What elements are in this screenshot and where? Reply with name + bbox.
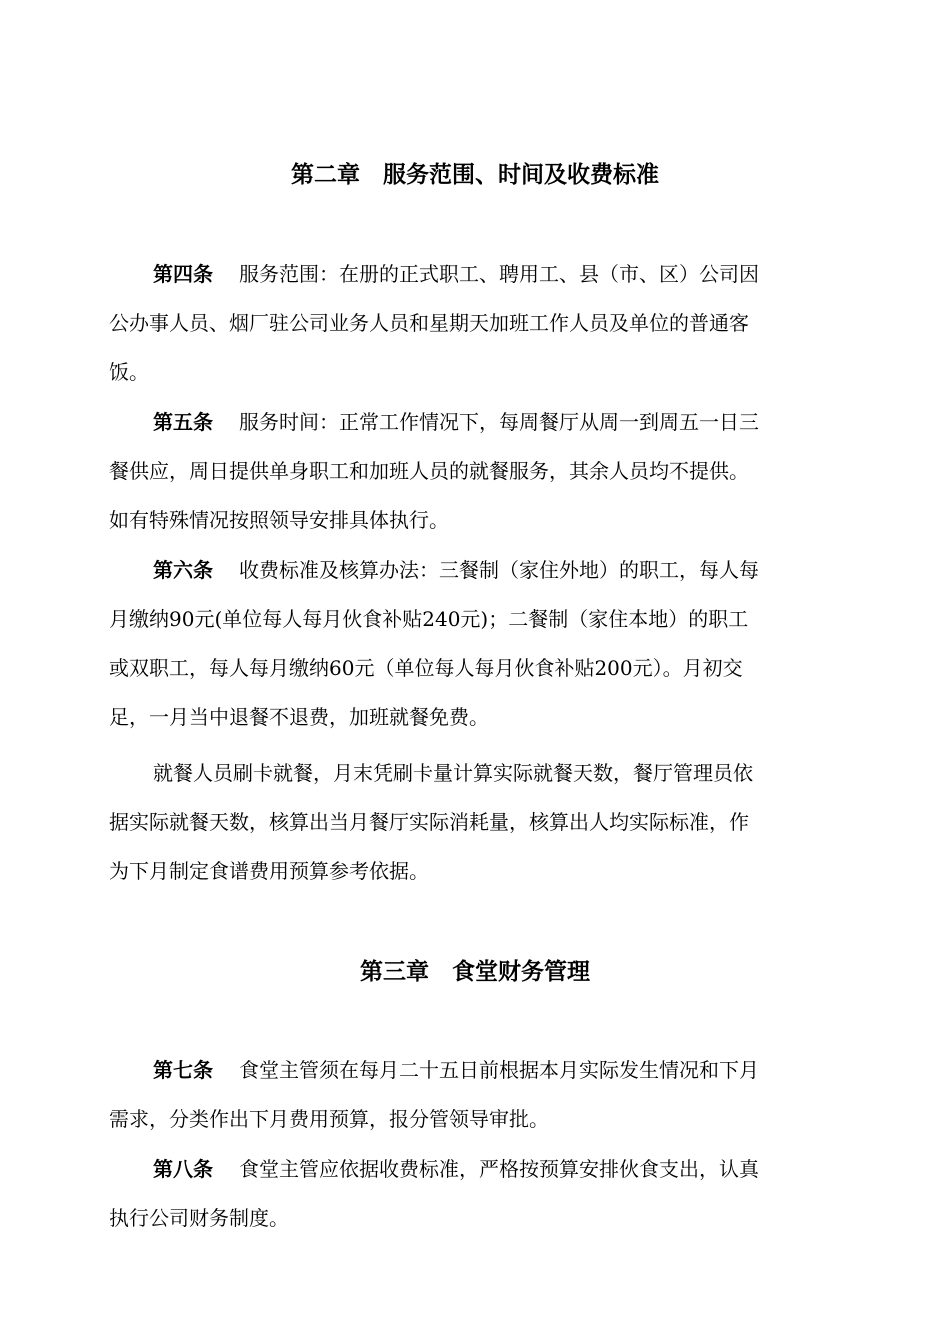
article-7-line-1: 第七条 食堂主管须在每月二十五日前根据本月实际发生情况和下月 bbox=[153, 1058, 759, 1082]
article-8 bbox=[109, 1145, 831, 1243]
chapter-3-title: 第三章 食堂财务管理 bbox=[360, 959, 590, 985]
article-4-line-3: 饭。 bbox=[109, 360, 149, 384]
article-4-line-2: 公办事人员、烟厂驻公司业务人员和星期天加班工作人员及单位的普通客 bbox=[109, 311, 749, 335]
article-8-line-1: 第八条 食堂主管应依据收费标准，严格按预算安排伙食支出，认真 bbox=[153, 1157, 759, 1181]
article-6-line-1: 第六条 收费标准及核算办法：三餐制（家住外地）的职工，每人每 bbox=[153, 558, 759, 582]
article-6-line-4: 足，一月当中退餐不退费，加班就餐免费。 bbox=[109, 705, 489, 729]
article-7 bbox=[109, 1046, 831, 1144]
article-5-line-3: 如有特殊情况按照领导安排具体执行。 bbox=[109, 508, 449, 532]
article-6-label: 第六条 bbox=[153, 558, 213, 582]
article-6-line-3: 或双职工，每人每月缴纳60元（单位每人每月伙食补贴200元）。月初交 bbox=[109, 656, 743, 680]
article-5-label: 第五条 bbox=[153, 410, 213, 434]
article-6-line-2: 月缴纳90元(单位每人每月伙食补贴240元)；二餐制（家住本地）的职工 bbox=[109, 607, 749, 631]
article-7-label: 第七条 bbox=[153, 1058, 213, 1082]
article-8-label: 第八条 bbox=[153, 1157, 213, 1181]
article-5 bbox=[109, 398, 831, 545]
article-4-label: 第四条 bbox=[153, 262, 213, 286]
article-7-line-2: 需求，分类作出下月费用预算，报分管领导审批。 bbox=[109, 1107, 549, 1131]
article-4 bbox=[109, 250, 831, 397]
chapter-2-title: 第二章 服务范围、时间及收费标准 bbox=[291, 162, 659, 188]
article-8-line-2: 执行公司财务制度。 bbox=[109, 1206, 289, 1230]
article-4-line-1: 第四条 服务范围：在册的正式职工、聘用工、县（市、区）公司因 bbox=[153, 262, 759, 286]
article-6 bbox=[109, 546, 831, 742]
article-5-line-1: 第五条 服务时间：正常工作情况下，每周餐厅从周一到周五一日三 bbox=[153, 410, 759, 434]
billing-line-3: 为下月制定食谱费用预算参考依据。 bbox=[109, 859, 429, 883]
billing-paragraph bbox=[109, 749, 831, 896]
article-5-line-2: 餐供应，周日提供单身职工和加班人员的就餐服务，其余人员均不提供。 bbox=[109, 459, 749, 483]
billing-line-1: 就餐人员刷卡就餐，月末凭刷卡量计算实际就餐天数，餐厅管理员依 bbox=[153, 761, 753, 785]
billing-line-2: 据实际就餐天数，核算出当月餐厅实际消耗量，核算出人均实际标准，作 bbox=[109, 810, 749, 834]
